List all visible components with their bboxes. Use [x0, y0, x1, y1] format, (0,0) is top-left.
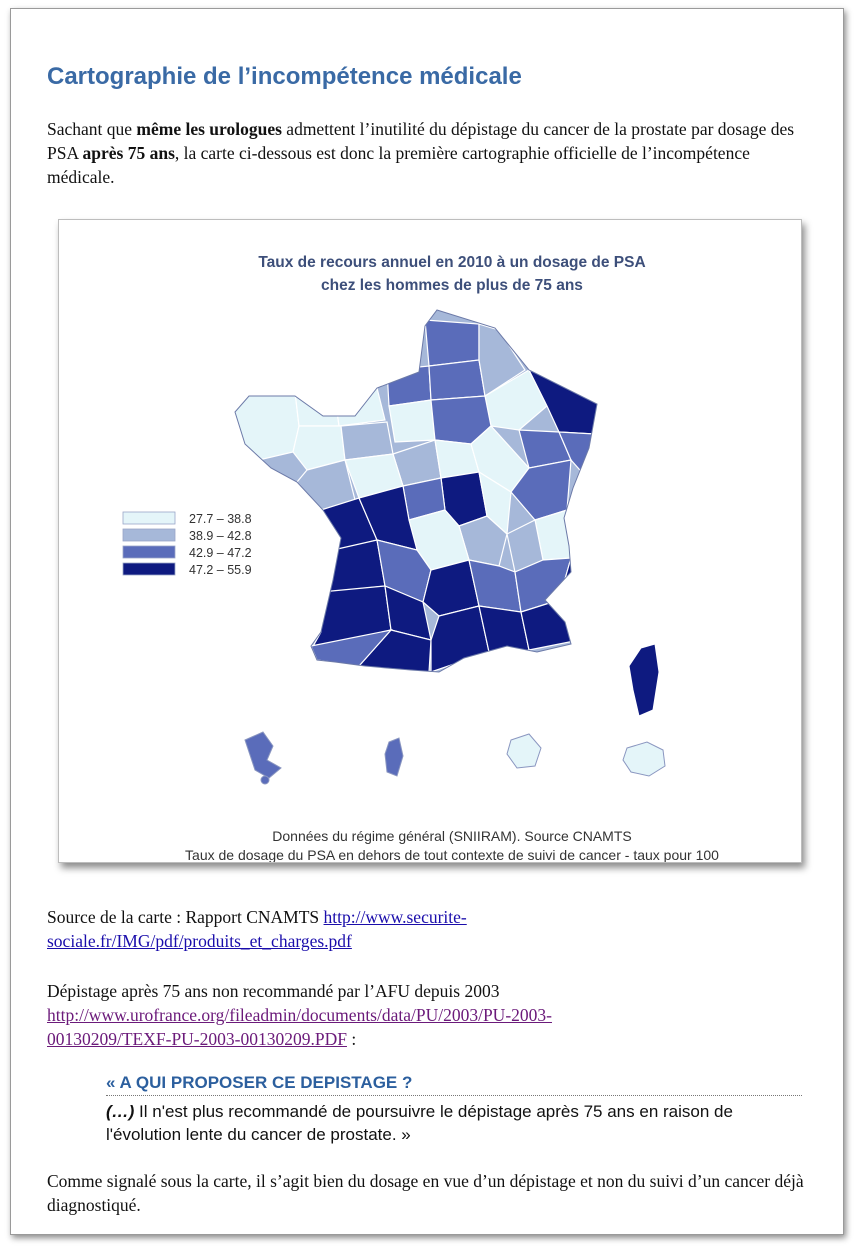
map-title-line2: chez les hommes de plus de 75 ans	[321, 277, 583, 294]
urofrance-link-line1: http://www.urofrance.org/fileadmin/documents/data/PU/2003/PU-2003-	[47, 1005, 552, 1025]
closing-paragraph: Comme signalé sous la carte, il s’agit bien du dosage en vue d’un dépistage et non du suivi d’un cancer déjà diagnostiqué.	[47, 1171, 804, 1215]
legend-item	[123, 563, 252, 577]
intro-text-1: Sachant que	[47, 119, 137, 139]
map-caption-line2: Taux de dosage du PSA en dehors de tout contexte de suivi de cancer - taux pour 100	[185, 847, 719, 862]
legend-label: 42.9 – 47.2	[189, 546, 252, 560]
cnamts-link-line2: sociale.fr/IMG/pdf/produits_et_charges.pdf	[47, 931, 352, 951]
map-caption-line1: Données du régime général (SNIIRAM). Source CNAMTS	[272, 828, 632, 844]
intro-paragraph	[47, 117, 807, 189]
legend-item	[123, 546, 252, 560]
legend-label: 27.7 – 38.8	[189, 512, 252, 526]
overseas-departments	[245, 732, 665, 784]
quote-text: Il n'est plus recommandé de poursuivre le dépistage après 75 ans en raison de l'évolution lente du cancer de prostate. »	[106, 1102, 733, 1144]
page-title: Cartographie de l’incompétence médicale	[47, 63, 522, 90]
urofrance-link[interactable]	[47, 1005, 552, 1049]
urofrance-link-line2: 00130209/TEXF-PU-2003-00130209.PDF	[47, 1029, 347, 1049]
legend-item	[123, 529, 252, 543]
legend-item	[123, 512, 252, 526]
intro-bold-urologues: même les urologues	[136, 119, 282, 139]
intro-text-2: admettent l’inutilité du dépistage du cancer de la prostate par dosage des PSA	[47, 119, 795, 163]
quote-ellipsis: (…)	[106, 1102, 135, 1121]
mainland-map	[229, 300, 609, 680]
map-source-paragraph	[47, 905, 807, 953]
map-source-label: Source de la carte : Rapport CNAMTS	[47, 907, 324, 927]
intro-text-3: , la carte ci-dessous est donc la première cartographie officielle de l’incompétence médicale.	[47, 143, 750, 187]
afu-paragraph	[47, 979, 807, 1051]
quote-body	[106, 1100, 802, 1146]
france-map-svg	[59, 220, 801, 862]
legend-label: 47.2 – 55.9	[189, 563, 252, 577]
map-legend	[123, 512, 252, 577]
afu-label: Dépistage après 75 ans non recommandé par l’AFU depuis 2003	[47, 981, 500, 1001]
corsica-region	[629, 644, 659, 716]
document-page	[10, 8, 844, 1235]
psa-map-figure	[58, 219, 802, 863]
quote-heading: « A QUI PROPOSER CE DEPISTAGE ?	[106, 1073, 802, 1096]
legend-label: 38.9 – 42.8	[189, 529, 252, 543]
intro-bold-75: après 75 ans	[82, 143, 175, 163]
afu-quote	[106, 1073, 802, 1146]
afu-colon: :	[346, 1029, 357, 1049]
map-title-line1: Taux de recours annuel en 2010 à un dosage de PSA	[258, 254, 646, 271]
cnamts-link-line1: http://www.securite-	[323, 907, 467, 927]
